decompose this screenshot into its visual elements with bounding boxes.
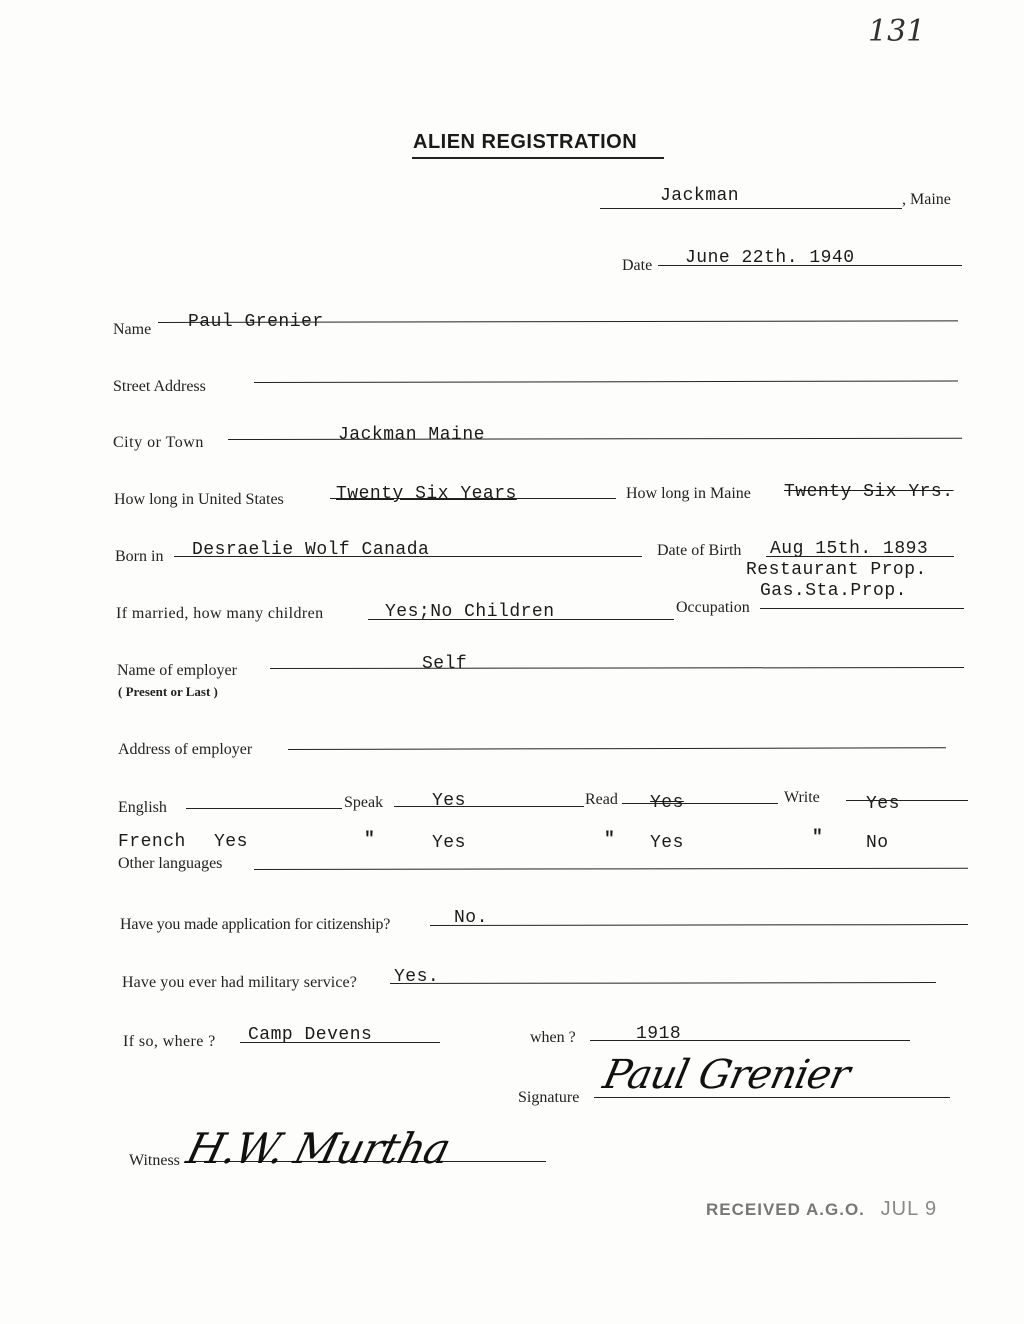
town-line	[600, 208, 902, 209]
military-value: Yes.	[394, 967, 440, 987]
date-line	[658, 265, 962, 266]
name-label: Name	[113, 321, 152, 338]
signature-value: Paul Grenier	[599, 1052, 854, 1098]
occupation-label: Occupation	[676, 599, 750, 616]
state-label: , Maine	[902, 191, 951, 208]
married-line	[368, 619, 674, 620]
where-label: If so, where ?	[123, 1033, 216, 1050]
english-line	[186, 808, 342, 809]
citizenship-label: Have you made application for citizenship?	[120, 916, 391, 933]
french-yes-value: Yes	[214, 832, 248, 852]
employer-address-line	[288, 747, 946, 750]
city-value: Jackman Maine	[338, 425, 485, 445]
born-in-label: Born in	[115, 548, 164, 565]
occupation-line2: Gas.Sta.Prop.	[760, 581, 907, 601]
speak-line	[394, 806, 584, 807]
title-underline	[412, 157, 664, 159]
employer-sublabel: ( Present or Last )	[118, 684, 218, 699]
other-languages-label: Other languages	[118, 855, 223, 872]
employer-line	[270, 667, 964, 669]
how-long-maine-value: Twenty Six Yrs.	[784, 482, 954, 502]
street-address-label: Street Address	[113, 378, 206, 395]
received-stamp-text: RECEIVED A.G.O.	[706, 1200, 865, 1219]
employer-value: Self	[422, 654, 468, 674]
date-of-birth-label: Date of Birth	[657, 542, 742, 559]
french-speak-value: Yes	[432, 833, 466, 853]
witness-label: Witness	[129, 1152, 180, 1169]
date-label: Date	[622, 257, 653, 274]
where-line	[240, 1042, 440, 1043]
english-label: English	[118, 799, 167, 816]
received-stamp	[706, 1198, 937, 1221]
witness-value: H.W. Murtha	[181, 1124, 455, 1173]
employer-address-label: Address of employer	[118, 741, 253, 758]
french-label: French	[118, 832, 186, 852]
speak-label: Speak	[344, 794, 384, 811]
date-value: June 22th. 1940	[685, 248, 855, 268]
ditto-read: "	[604, 830, 616, 850]
occupation-line1: Restaurant Prop.	[746, 560, 927, 580]
french-write-value: No	[866, 833, 889, 853]
ditto-speak: "	[364, 830, 376, 850]
when-line	[590, 1040, 910, 1041]
english-speak-value: Yes	[432, 791, 466, 811]
signature-label: Signature	[518, 1089, 580, 1106]
military-label: Have you ever had military service?	[122, 974, 357, 991]
date-of-birth-value: Aug 15th. 1893	[770, 539, 929, 559]
english-write-value: Yes	[866, 794, 900, 814]
street-address-line	[254, 381, 958, 383]
occupation-line	[760, 608, 964, 609]
citizenship-value: No.	[454, 908, 488, 928]
write-label: Write	[784, 789, 820, 806]
received-stamp-date: JUL 9	[880, 1198, 938, 1220]
where-value: Camp Devens	[248, 1025, 373, 1045]
city-label: City or Town	[113, 434, 204, 451]
employer-label: Name of employer	[117, 662, 237, 679]
married-value: Yes;No Children	[385, 602, 555, 622]
english-read-value: Yes	[650, 793, 684, 813]
when-value: 1918	[636, 1024, 682, 1044]
form-title: ALIEN REGISTRATION	[413, 131, 638, 153]
born-in-value: Desraelie Wolf Canada	[192, 540, 430, 560]
how-long-us-line	[330, 498, 616, 499]
ditto-write: "	[812, 828, 824, 848]
read-label: Read	[585, 791, 618, 808]
how-long-maine-label: How long in Maine	[626, 485, 751, 502]
married-label: If married, how many children	[116, 605, 324, 622]
french-read-value: Yes	[650, 833, 684, 853]
date-of-birth-line	[766, 556, 954, 557]
town-value: Jackman	[660, 186, 740, 206]
born-in-line	[174, 556, 642, 557]
page-number: 131	[868, 14, 926, 49]
when-label: when ?	[530, 1029, 576, 1046]
how-long-us-label: How long in United States	[114, 491, 284, 508]
read-line	[622, 803, 778, 804]
name-value: Paul Grenier	[188, 312, 324, 332]
other-languages-line	[254, 868, 968, 870]
city-line	[228, 438, 962, 440]
write-line	[846, 800, 968, 801]
how-long-us-value: Twenty Six Years	[336, 484, 517, 504]
military-line	[390, 982, 936, 984]
citizenship-line	[430, 924, 968, 926]
